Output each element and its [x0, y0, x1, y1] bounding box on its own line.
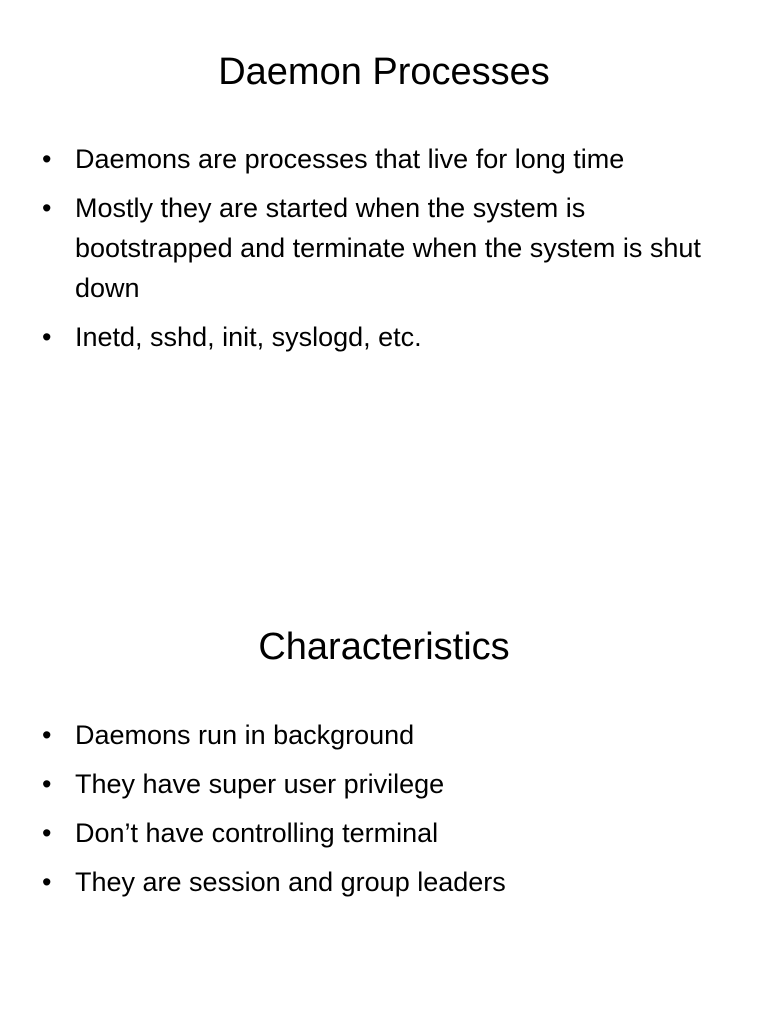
- bullet-text: They have super user privilege: [75, 769, 445, 799]
- bullet-item: [40, 715, 730, 755]
- bullet-text: Daemons run in background: [75, 720, 415, 750]
- bullet-item: [40, 862, 730, 902]
- bullet-list: [40, 139, 730, 366]
- bullet-text: Don’t have controlling terminal: [75, 818, 439, 848]
- bullet-list: [40, 715, 730, 911]
- bullet-item: [40, 764, 730, 804]
- bullet-dot-icon: •: [42, 322, 52, 352]
- bullet-item: [40, 813, 730, 853]
- slide-title: Daemon Processes: [218, 51, 550, 93]
- slide-characteristics: [0, 512, 768, 1024]
- bullet-item: [40, 139, 730, 179]
- bullet-item: [40, 317, 730, 357]
- bullet-dot-icon: •: [42, 769, 52, 799]
- bullet-text: Inetd, sshd, init, syslogd, etc.: [75, 322, 422, 352]
- bullet-dot-icon: •: [42, 867, 52, 897]
- slide-title: Characteristics: [258, 626, 510, 668]
- bullet-text: Daemons are processes that live for long time: [75, 144, 625, 174]
- bullet-text: They are session and group leaders: [75, 867, 506, 897]
- bullet-dot-icon: •: [42, 193, 52, 223]
- bullet-dot-icon: •: [42, 144, 52, 174]
- bullet-dot-icon: •: [42, 818, 52, 848]
- bullet-dot-icon: •: [42, 720, 52, 750]
- bullet-text: Mostly they are started when the system is bootstrapped and terminate when the system is shut down: [75, 193, 701, 303]
- bullet-item: [40, 188, 730, 308]
